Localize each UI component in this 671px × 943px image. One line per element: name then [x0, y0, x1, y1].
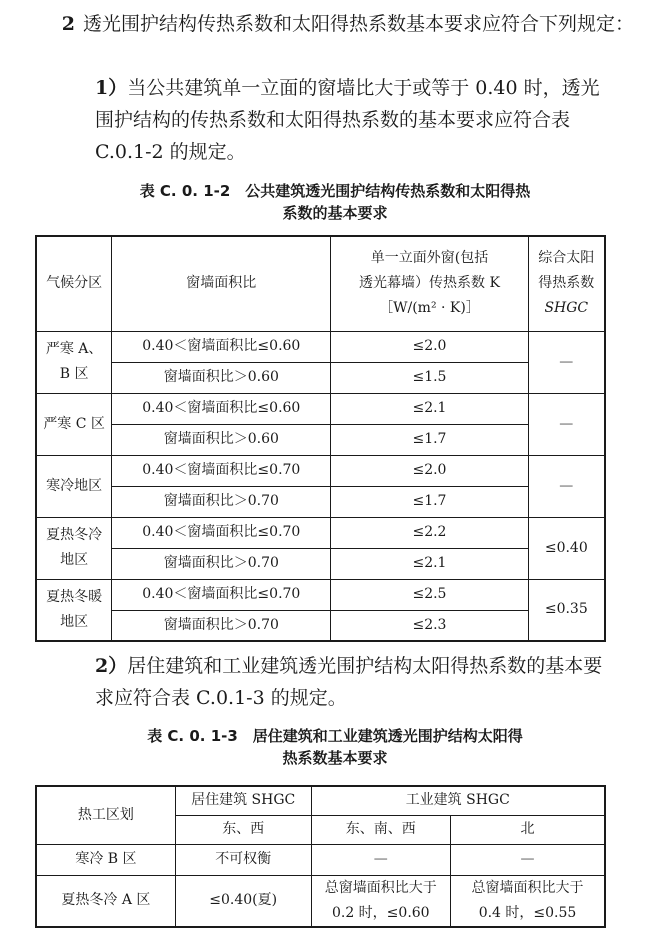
table-row — [36, 610, 605, 641]
zone-cell: 寒冷地区 — [36, 455, 112, 517]
header-ind-orientation-esw: 东、南、西 — [311, 815, 451, 844]
ratio-cell: 0.40＜窗墙面积比≤0.70 — [112, 517, 331, 548]
zone-cell: 寒冷 B 区 — [36, 844, 175, 875]
table-1-caption-line2: 系数的基本要求 — [282, 204, 388, 222]
item-2-paragraph — [95, 650, 615, 714]
header-ratio: 窗墙面积比 — [112, 236, 331, 331]
ratio-cell: 窗墙面积比＞0.70 — [112, 548, 331, 579]
ratio-cell: 窗墙面积比＞0.60 — [112, 362, 331, 393]
table-row — [36, 455, 605, 486]
res-cell: ≤0.40(夏) — [175, 875, 311, 927]
header-industrial: 工业建筑 SHGC — [311, 786, 605, 815]
shgc-cell: ≤0.35 — [528, 579, 605, 641]
ratio-cell: 0.40＜窗墙面积比≤0.60 — [112, 393, 331, 424]
k-cell: ≤2.0 — [331, 331, 528, 362]
header-residential: 居住建筑 SHGC — [175, 786, 311, 815]
header-k: 单一立面外窗(包括 透光幕墙）传热系数 K ［W/(m² · K)］ — [331, 236, 528, 331]
k-cell: ≤1.7 — [331, 486, 528, 517]
section-2-number: 2 — [61, 13, 75, 35]
ind-cell: 总窗墙面积比大于 0.2 时，≤0.60 — [311, 875, 451, 927]
shgc-cell: ≤0.40 — [528, 517, 605, 579]
table-row — [36, 517, 605, 548]
table-row — [36, 548, 605, 579]
item-2-number: 2） — [95, 655, 128, 677]
table-row — [36, 393, 605, 424]
table-row — [36, 844, 605, 875]
item-1-number: 1） — [95, 77, 128, 99]
k-cell: ≤1.5 — [331, 362, 528, 393]
ratio-cell: 0.40＜窗墙面积比≤0.70 — [112, 579, 331, 610]
ind-cell: — — [311, 844, 451, 875]
ratio-cell: 0.40＜窗墙面积比≤0.70 — [112, 455, 331, 486]
zone-cell: 夏热冬暖 地区 — [36, 579, 112, 641]
table-row — [36, 424, 605, 455]
item-1-text: 当公共建筑单一立面的窗墙比大于或等于 0.40 时，透光围护结构的传热系数和太阳得热系数的基本要求应符合表 C.0.1-2 的规定。 — [95, 77, 600, 163]
ratio-cell: 0.40＜窗墙面积比≤0.60 — [112, 331, 331, 362]
table-row — [36, 362, 605, 393]
table-row — [36, 486, 605, 517]
item-2-text: 居住建筑和工业建筑透光围护结构太阳得热系数的基本要求应符合表 C.0.1-3 的规定。 — [95, 655, 603, 709]
table-row — [36, 331, 605, 362]
ind-cell: 总窗墙面积比大于 0.4 时，≤0.55 — [451, 875, 605, 927]
item-1-paragraph — [95, 72, 615, 168]
header-zone: 热工区划 — [36, 786, 175, 844]
section-2-paragraph — [35, 8, 635, 40]
shgc-cell: — — [528, 331, 605, 393]
k-cell: ≤1.7 — [331, 424, 528, 455]
ratio-cell: 窗墙面积比＞0.60 — [112, 424, 331, 455]
k-cell: ≤2.5 — [331, 579, 528, 610]
table-1-caption — [35, 180, 635, 224]
section-2-text: 透光围护结构传热系数和太阳得热系数基本要求应符合下列规定： — [83, 13, 635, 35]
header-shgc: 综合太阳 得热系数 SHGC — [528, 236, 605, 331]
table-2-caption — [35, 725, 635, 769]
table-1-caption-line1: 表 C. 0. 1-2 公共建筑透光围护结构传热系数和太阳得热 — [139, 182, 531, 200]
table-1 — [35, 235, 606, 642]
ind-cell: — — [451, 844, 605, 875]
table-2 — [35, 785, 606, 928]
zone-cell: 严寒 C 区 — [36, 393, 112, 455]
header-res-orientation: 东、西 — [175, 815, 311, 844]
k-cell: ≤2.2 — [331, 517, 528, 548]
table-2-caption-line2: 热系数基本要求 — [282, 749, 388, 767]
zone-cell: 夏热冬冷 A 区 — [36, 875, 175, 927]
table-2-header-row — [36, 786, 605, 815]
table-row — [36, 579, 605, 610]
header-ind-orientation-n: 北 — [451, 815, 605, 844]
shgc-cell: — — [528, 455, 605, 517]
table-1-header-row — [36, 236, 605, 331]
table-row — [36, 875, 605, 927]
k-cell: ≤2.0 — [331, 455, 528, 486]
zone-cell: 夏热冬冷 地区 — [36, 517, 112, 579]
ratio-cell: 窗墙面积比＞0.70 — [112, 486, 331, 517]
zone-cell: 严寒 A、 B 区 — [36, 331, 112, 393]
res-cell: 不可权衡 — [175, 844, 311, 875]
ratio-cell: 窗墙面积比＞0.70 — [112, 610, 331, 641]
k-cell: ≤2.1 — [331, 393, 528, 424]
table-2-caption-line1: 表 C. 0. 1-3 居住建筑和工业建筑透光围护结构太阳得 — [147, 727, 523, 745]
k-cell: ≤2.1 — [331, 548, 528, 579]
header-climate: 气候分区 — [36, 236, 112, 331]
shgc-cell: — — [528, 393, 605, 455]
k-cell: ≤2.3 — [331, 610, 528, 641]
